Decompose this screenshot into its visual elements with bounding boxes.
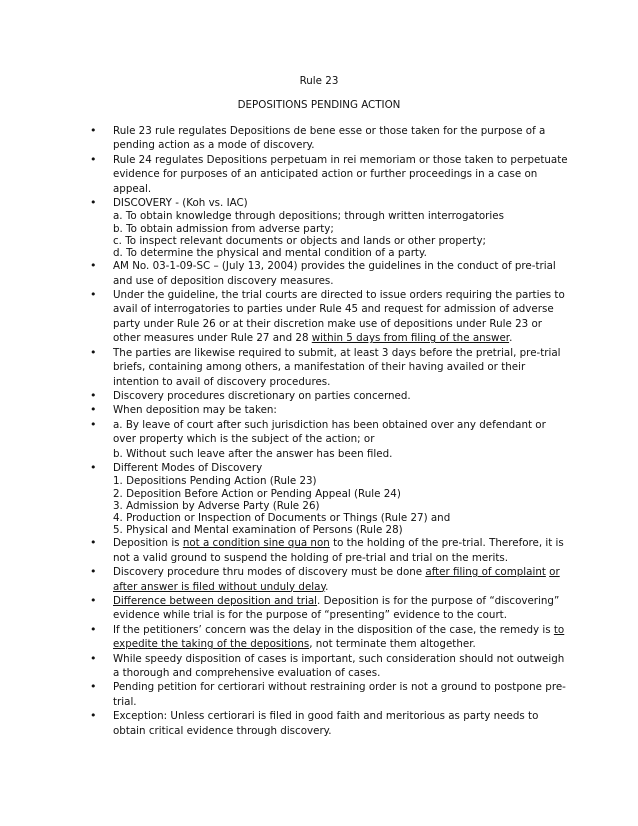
list-item <box>90 709 568 738</box>
sub-item: d. To determine the physical and mental condition of a party. <box>113 247 427 260</box>
list-item <box>90 565 568 594</box>
underlined-text: within 5 days from filing of the answer <box>311 332 510 345</box>
list-item <box>90 536 568 565</box>
list-item <box>90 389 568 403</box>
item-text: • a. By leave of court after such jurisdiction has been obtained over any defendant or over property which is the subject of the action; or <box>113 418 546 446</box>
list-item <box>90 652 568 681</box>
sub-item: a. To obtain knowledge through depositions; through written interrogatories <box>113 210 504 223</box>
list-item <box>90 346 568 389</box>
sub-item: c. To inspect relevant documents or objects and lands or other property; <box>113 234 487 247</box>
item-text: Pending petition for certiorari without restraining order is not a ground to postpone pre-trial. <box>113 681 566 708</box>
sub-item: 4. Production or Inspection of Documents or Things (Rule 27) and <box>113 511 451 524</box>
item-text: Under the guideline, the trial courts are directed to issue orders requiring the parties to avail of interrogatories to parties under Rule 45 and request for admission of adverse party under Rule 26 or at their discretion make use of depositions under Rule 23 or other measures under Rule 27 and 28 <box>113 289 565 345</box>
underlined-text: or after answer is filed without unduly delay <box>113 566 560 593</box>
list-item <box>90 153 568 196</box>
sub-item: 5. Physical and Mental examination of Persons (Rule 28) <box>113 524 403 537</box>
item-text: The parties are likewise required to submit, at least 3 days before the pretrial, pre-trial briefs, containing among others, a manifestation of their having availed or their intention to avail of discovery procedures. <box>113 346 561 388</box>
item-text-end: . <box>325 580 329 593</box>
list-item <box>90 403 568 417</box>
rule-title: Rule 23 <box>299 75 339 87</box>
sub-item: b. To obtain admission from adverse party; <box>113 222 334 235</box>
list-item <box>90 124 568 153</box>
item-text-end: . <box>509 332 513 345</box>
item-text-end: , not terminate them altogether. <box>309 638 476 651</box>
list-item <box>90 623 568 652</box>
item-text-end: to the holding of the pre-trial. Therefore, it is not a valid ground to suspend the holding of pre-trial and trial on the merits. <box>113 537 564 564</box>
section-heading: DEPOSITIONS PENDING ACTION <box>237 99 401 111</box>
item-text: When deposition may be taken: <box>113 404 277 417</box>
item-text: Rule 24 regulates Depositions perpetuam in rei memoriam or those taken to perpetuate evidence for purposes of an anticipated action or further proceedings in a case on appeal. <box>113 153 568 195</box>
list-item <box>90 288 568 346</box>
item-text: Discovery procedure thru modes of discovery must be done <box>113 566 426 579</box>
bullet-list <box>90 124 568 738</box>
list-item <box>90 680 568 709</box>
item-text: Deposition is <box>113 537 183 550</box>
item-text: . Deposition is for the purpose of “discovering” evidence while trial is for the purpose of “presenting” evidence to the court. <box>113 594 560 622</box>
item-text: • Different Modes of Discovery <box>113 461 263 474</box>
item-text: Rule 23 rule regulates Depositions de bene esse or those taken for the purpose of a pending action as a mode of discovery. <box>113 125 546 152</box>
underlined-text: after filing of complaint <box>425 566 546 579</box>
item-text-continued: b. Without such leave after the answer has been filed. <box>113 447 393 460</box>
item-text: AM No. 03-1-09-SC – (July 13, 2004) provides the guidelines in the conduct of pre-trial and use of deposition discovery measures. <box>113 260 556 287</box>
item-text: • DISCOVERY - (Koh vs. IAC) <box>113 197 248 210</box>
item-text: If the petitioners’ concern was the delay in the disposition of the case, the remedy is <box>113 623 554 636</box>
item-text: While speedy disposition of cases is important, such consideration should not outweigh a thorough and comprehensive evaluation of cases. <box>113 652 565 680</box>
item-text: Exception: Unless certiorari is filed in good faith and meritorious as party needs to obtain critical evidence through discovery. <box>113 710 539 737</box>
underlined-text: to expedite the taking of the depositions <box>113 623 565 651</box>
sub-item: 3. Admission by Adverse Party (Rule 26) <box>113 499 320 512</box>
sub-item: 2. Deposition Before Action or Pending Appeal (Rule 24) <box>113 487 401 500</box>
list-item <box>90 461 568 536</box>
list-item <box>90 594 568 623</box>
underlined-text: Difference between deposition and trial <box>113 594 318 607</box>
underlined-text: not a condition sine qua non <box>182 537 330 550</box>
sub-item: 1. Depositions Pending Action (Rule 23) <box>113 475 317 488</box>
item-text: Discovery procedures discretionary on parties concerned. <box>113 389 411 402</box>
list-item <box>90 259 568 288</box>
list-item <box>90 418 568 461</box>
list-item <box>90 196 568 259</box>
